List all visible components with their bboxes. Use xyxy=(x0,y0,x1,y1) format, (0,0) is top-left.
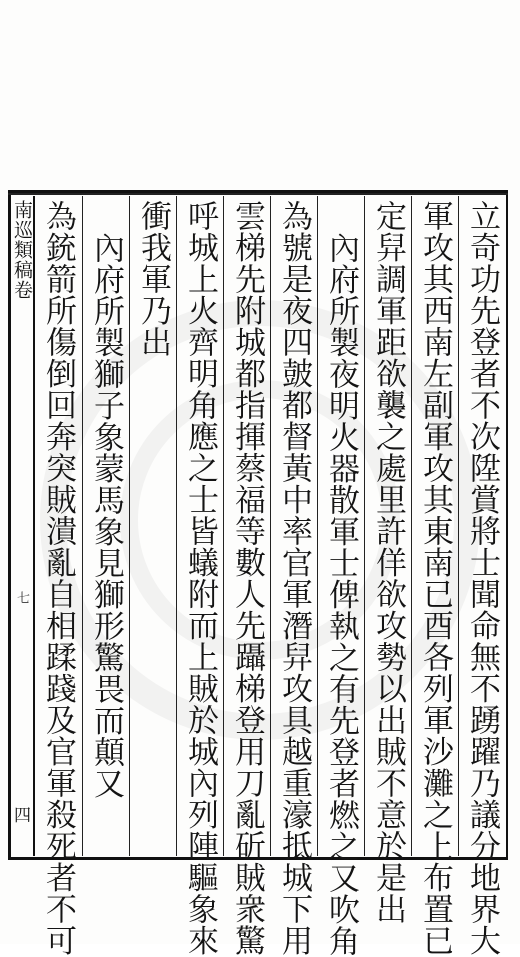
text-column xyxy=(411,196,458,956)
column-text: 定舁調軍距欲襲之處里許佯欲攻勢以出賊不意於是出 xyxy=(370,200,406,925)
text-column xyxy=(223,196,270,956)
column-text: 內府所製獅子象蒙馬象見獅形驚畏而顛又 xyxy=(88,232,124,799)
fold-margin-page-number: 四 xyxy=(10,806,30,823)
fold-margin-mark: 七 xyxy=(14,591,29,604)
column-text: 內府所製夜明火器散軍士俾執之有先登者燃之又吹角 xyxy=(323,232,359,957)
text-column xyxy=(176,196,223,956)
text-column xyxy=(317,196,364,957)
text-column xyxy=(458,196,505,956)
column-text: 雲梯先附城都指揮蔡福等數人先躡梯登用刀亂斫賊衆驚 xyxy=(229,200,265,956)
column-text: 為銃箭所傷倒回奔突賊潰亂自相蹂踐及官軍殺死者不可 xyxy=(40,200,76,956)
column-text: 呼城上火齊明角應之士皆蟻附而上賊於城內列陣驅象來 xyxy=(182,200,218,956)
fold-margin-title: 南巡類稿卷 xyxy=(11,200,33,300)
text-column xyxy=(364,196,411,925)
text-column xyxy=(82,196,129,856)
column-text: 衝我軍乃出 xyxy=(135,200,171,358)
column-text: 為號是夜四皷都督黃中率官軍潛舁攻具越重濠抵城下用 xyxy=(276,200,312,956)
text-column xyxy=(270,196,317,956)
text-column xyxy=(129,196,176,856)
column-text: 軍攻其西南左副軍攻其東南已酉各列軍沙灘之上布置已 xyxy=(417,200,453,956)
fold-margin-column xyxy=(11,196,35,856)
top-rule xyxy=(8,193,508,195)
text-columns xyxy=(35,196,505,957)
column-text: 立奇功先登者不次陞賞將士聞命無不踴躍乃議分地界大 xyxy=(464,200,500,956)
text-column xyxy=(35,196,82,956)
